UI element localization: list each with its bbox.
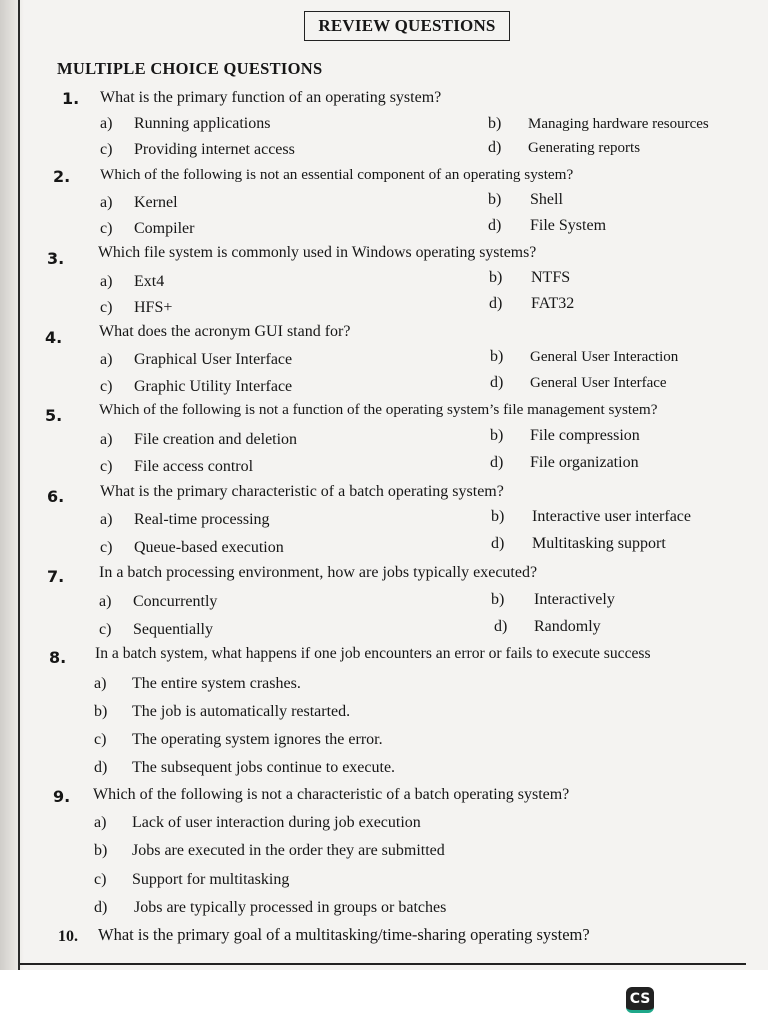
option-letter: c) <box>100 378 113 395</box>
option-text: Providing internet access <box>134 141 295 158</box>
option-text: File organization <box>530 454 639 471</box>
binding-shadow <box>0 0 24 975</box>
option <box>100 141 295 159</box>
option <box>489 269 570 287</box>
section-heading: MULTIPLE CHOICE QUESTIONS <box>57 59 323 78</box>
option-text: Concurrently <box>133 593 218 610</box>
option-text: File access control <box>134 458 254 475</box>
option-letter: c) <box>100 458 113 475</box>
option <box>490 427 640 445</box>
option <box>490 374 667 392</box>
option <box>489 295 574 313</box>
question-number: 10. <box>58 928 78 945</box>
option-letter: d) <box>494 618 508 635</box>
option-letter: b) <box>491 508 505 525</box>
question-text: Which of the following is not a function of the operating system’s file management system? <box>99 401 658 418</box>
question-text: What is the primary goal of a multitasking/time-sharing operating system? <box>98 925 590 944</box>
option-letter: c) <box>100 141 113 158</box>
option-text: Jobs are executed in the order they are submitted <box>132 842 445 859</box>
option <box>100 378 292 396</box>
option-text: HFS+ <box>134 299 173 316</box>
option-letter: b) <box>489 269 503 286</box>
binding-edge <box>18 0 20 975</box>
question-text: Which of the following is not a characteristic of a batch operating system? <box>93 786 570 803</box>
option-text: Queue-based execution <box>134 539 284 556</box>
option <box>100 458 253 476</box>
option-text: Graphic Utility Interface <box>134 378 293 395</box>
option <box>94 675 301 693</box>
option-letter: c) <box>94 871 107 888</box>
question-number: 8. <box>49 648 67 667</box>
option-letter: a) <box>94 675 107 692</box>
option-letter: a) <box>100 351 113 368</box>
option <box>94 703 350 721</box>
option <box>491 508 691 526</box>
option-text: Support for multitasking <box>132 871 290 888</box>
option-letter: a) <box>100 273 113 290</box>
option-letter: d) <box>490 454 504 471</box>
option-text: File compression <box>530 427 640 444</box>
option <box>94 899 446 917</box>
option <box>494 618 601 636</box>
option <box>488 217 606 235</box>
option <box>100 194 178 212</box>
question-number: 5. <box>45 406 63 425</box>
option-letter: a) <box>100 431 113 448</box>
option <box>491 535 666 553</box>
option <box>100 539 284 557</box>
option-text: Interactive user interface <box>532 508 692 525</box>
option-text: Ext4 <box>134 273 165 290</box>
option-letter: b) <box>490 348 504 365</box>
option <box>488 115 709 133</box>
option-letter: c) <box>100 220 113 237</box>
question-number: 2. <box>53 167 71 186</box>
option <box>490 348 678 366</box>
page-title: REVIEW QUESTIONS <box>304 11 510 41</box>
question-number: 9. <box>53 787 71 806</box>
option <box>100 115 270 133</box>
question-text: What does the acronym GUI stand for? <box>99 323 351 340</box>
option-letter: a) <box>100 115 113 132</box>
option-text: General User Interface <box>530 375 667 391</box>
option-text: Randomly <box>534 618 601 635</box>
option <box>94 842 445 860</box>
option-letter: a) <box>99 593 112 610</box>
option-letter: b) <box>94 703 108 720</box>
option-letter: a) <box>94 814 107 831</box>
option <box>100 273 164 291</box>
camscanner-logo: CS <box>626 987 654 1013</box>
question-number: 3. <box>47 249 65 268</box>
option-text: FAT32 <box>531 295 575 312</box>
option-text: The job is automatically restarted. <box>132 703 351 720</box>
option-text: Shell <box>530 191 563 208</box>
option-letter: c) <box>100 299 113 316</box>
option-text: General User Interaction <box>530 349 679 365</box>
option <box>490 454 639 472</box>
option <box>99 593 217 611</box>
option-letter: a) <box>100 194 113 211</box>
option-letter: b) <box>491 591 505 608</box>
option-text: File System <box>530 217 607 234</box>
option-text: Managing hardware resources <box>528 116 709 132</box>
option-letter: b) <box>488 115 502 132</box>
option-letter: a) <box>100 511 113 528</box>
question-number: 6. <box>47 487 65 506</box>
option <box>488 191 563 209</box>
option-letter: c) <box>100 539 113 556</box>
option <box>100 351 292 369</box>
option-text: File creation and deletion <box>134 431 298 448</box>
option-letter: d) <box>488 139 502 156</box>
question-text: Which file system is commonly used in Windows operating systems? <box>98 244 537 261</box>
option-text: The subsequent jobs continue to execute. <box>132 759 396 776</box>
option-text: Kernel <box>134 194 178 211</box>
option-text: NTFS <box>531 269 571 286</box>
option-letter: c) <box>94 731 107 748</box>
option <box>488 139 640 157</box>
option <box>99 621 213 639</box>
option-letter: d) <box>489 295 503 312</box>
question-text: In a batch system, what happens if one job encounters an error or fails to execute success <box>95 645 651 662</box>
option-text: Lack of user interaction during job execution <box>132 814 421 831</box>
question-text: Which of the following is not an essential component of an operating system? <box>100 166 574 183</box>
option <box>94 759 395 777</box>
option-letter: d) <box>94 899 108 916</box>
option-text: Real-time processing <box>134 511 270 528</box>
option-letter: c) <box>99 621 112 638</box>
option-letter: d) <box>488 217 502 234</box>
option-text: The entire system crashes. <box>132 675 301 692</box>
option-text: Jobs are typically processed in groups or batches <box>134 899 447 916</box>
option-text: Interactively <box>534 591 615 608</box>
option <box>94 814 421 832</box>
question-text: In a batch processing environment, how are jobs typically executed? <box>99 564 538 581</box>
option <box>94 731 383 749</box>
bottom-rule <box>20 963 746 965</box>
option-text: Multitasking support <box>532 535 666 552</box>
option-letter: b) <box>488 191 502 208</box>
option <box>100 431 297 449</box>
question-number: 7. <box>47 567 65 586</box>
option <box>100 220 194 238</box>
option <box>491 591 615 609</box>
option-letter: b) <box>490 427 504 444</box>
option-letter: d) <box>94 759 108 776</box>
option <box>100 511 270 529</box>
option-text: Compiler <box>134 220 195 237</box>
question-number: 1. <box>62 89 80 108</box>
option-letter: d) <box>491 535 505 552</box>
option-letter: d) <box>490 374 504 391</box>
option-text: Running applications <box>134 115 271 132</box>
option-text: Sequentially <box>133 621 213 638</box>
question-text: What is the primary characteristic of a batch operating system? <box>100 483 504 500</box>
question-number: 4. <box>45 328 63 347</box>
option-text: The operating system ignores the error. <box>132 731 383 748</box>
option <box>94 871 289 889</box>
option <box>100 299 172 317</box>
question-text: What is the primary function of an operating system? <box>100 89 442 106</box>
option-letter: b) <box>94 842 108 859</box>
option-text: Graphical User Interface <box>134 351 293 368</box>
option-text: Generating reports <box>528 140 641 156</box>
